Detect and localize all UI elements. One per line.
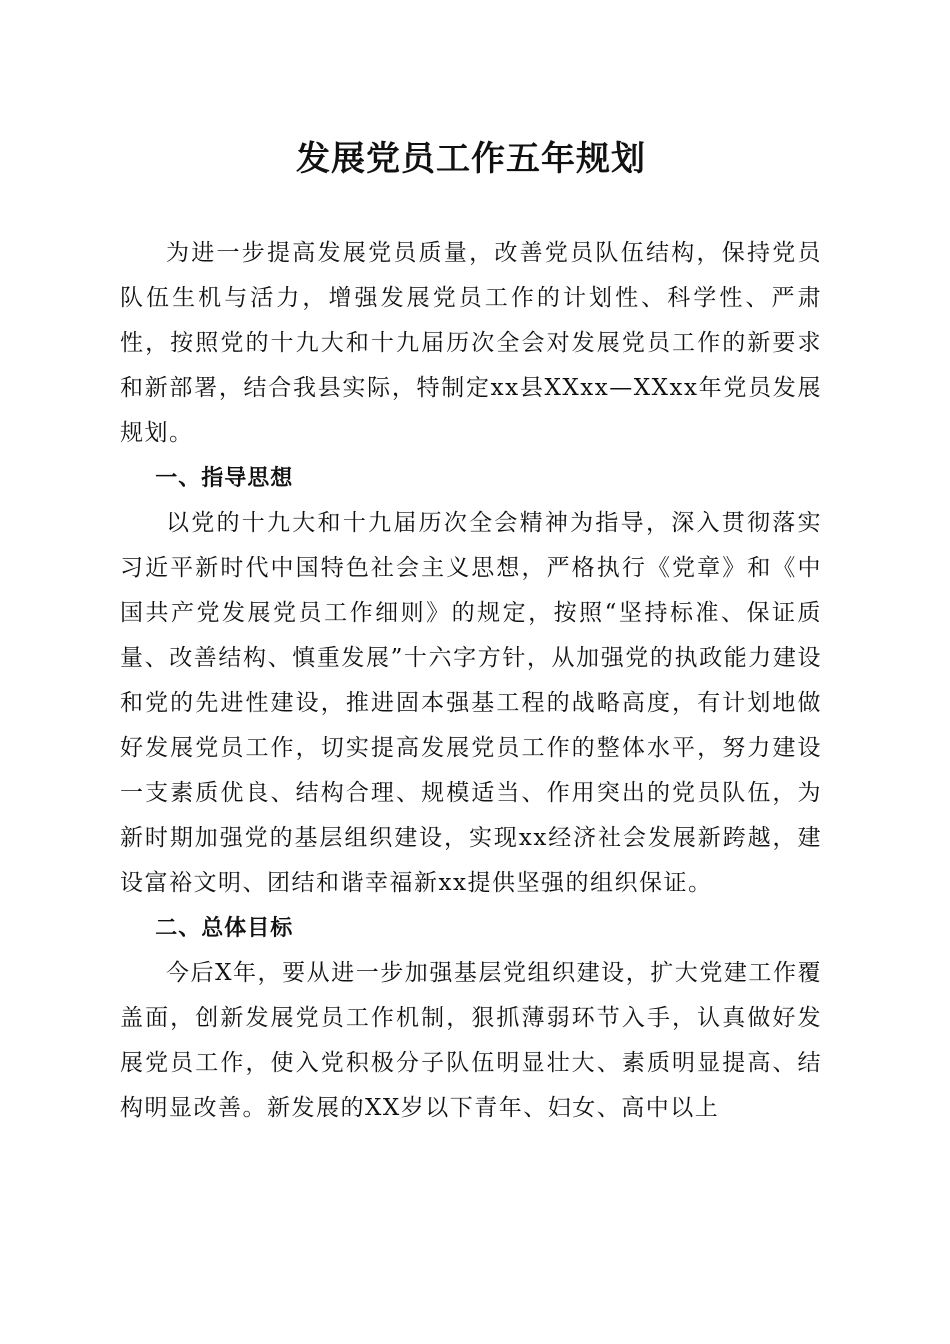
document-title: 发展党员工作五年规划 — [296, 139, 646, 179]
section-heading-overall-goal: 二、总体目标 — [155, 916, 294, 941]
section-body-overall-goal: 今后X年，要从进一步加强基层党组织建设，扩大党建工作覆盖面，创新发展党员工作机制，狠抓薄弱环节入手，认真做好发展党员工作，使入党积极分子队伍明显壮大、素质明显提高、结构明显改善。新发展的XX岁以下青年、妇女、高中以上 — [120, 960, 822, 1121]
section-body-guiding-thought: 以党的十九大和十九届历次全会精神为指导，深入贯彻落实习近平新时代中国特色社会主义思想，严格执行《党章》和《中国共产党发展党员工作细则》的规定，按照“坚持标准、保证质量、改善结构、慎重发展”十六字方针，从加强党的执政能力建设和党的先进性建设，推进固本强基工程的战略高度，有计划地做好发展党员工作，切实提高发展党员工作的整体水平，努力建设一支素质优良、结构合理、规模适当、作用突出的党员队伍，为新时期加强党的基层组织建设，实现xx经济社会发展新跨越，建设富裕文明、团结和谐幸福新xx提供坚强的组织保证。 — [120, 510, 822, 896]
section-heading-guiding-thought: 一、指导思想 — [155, 466, 294, 491]
intro-paragraph: 为进一步提高发展党员质量，改善党员队伍结构，保持党员队伍生机与活力，增强发展党员工作的计划性、科学性、严肃性，按照党的十九大和十九届历次全会对发展党员工作的新要求和新部署，结合我县实际，特制定xx县XXxx—XXxx年党员发展规划。 — [120, 240, 822, 446]
